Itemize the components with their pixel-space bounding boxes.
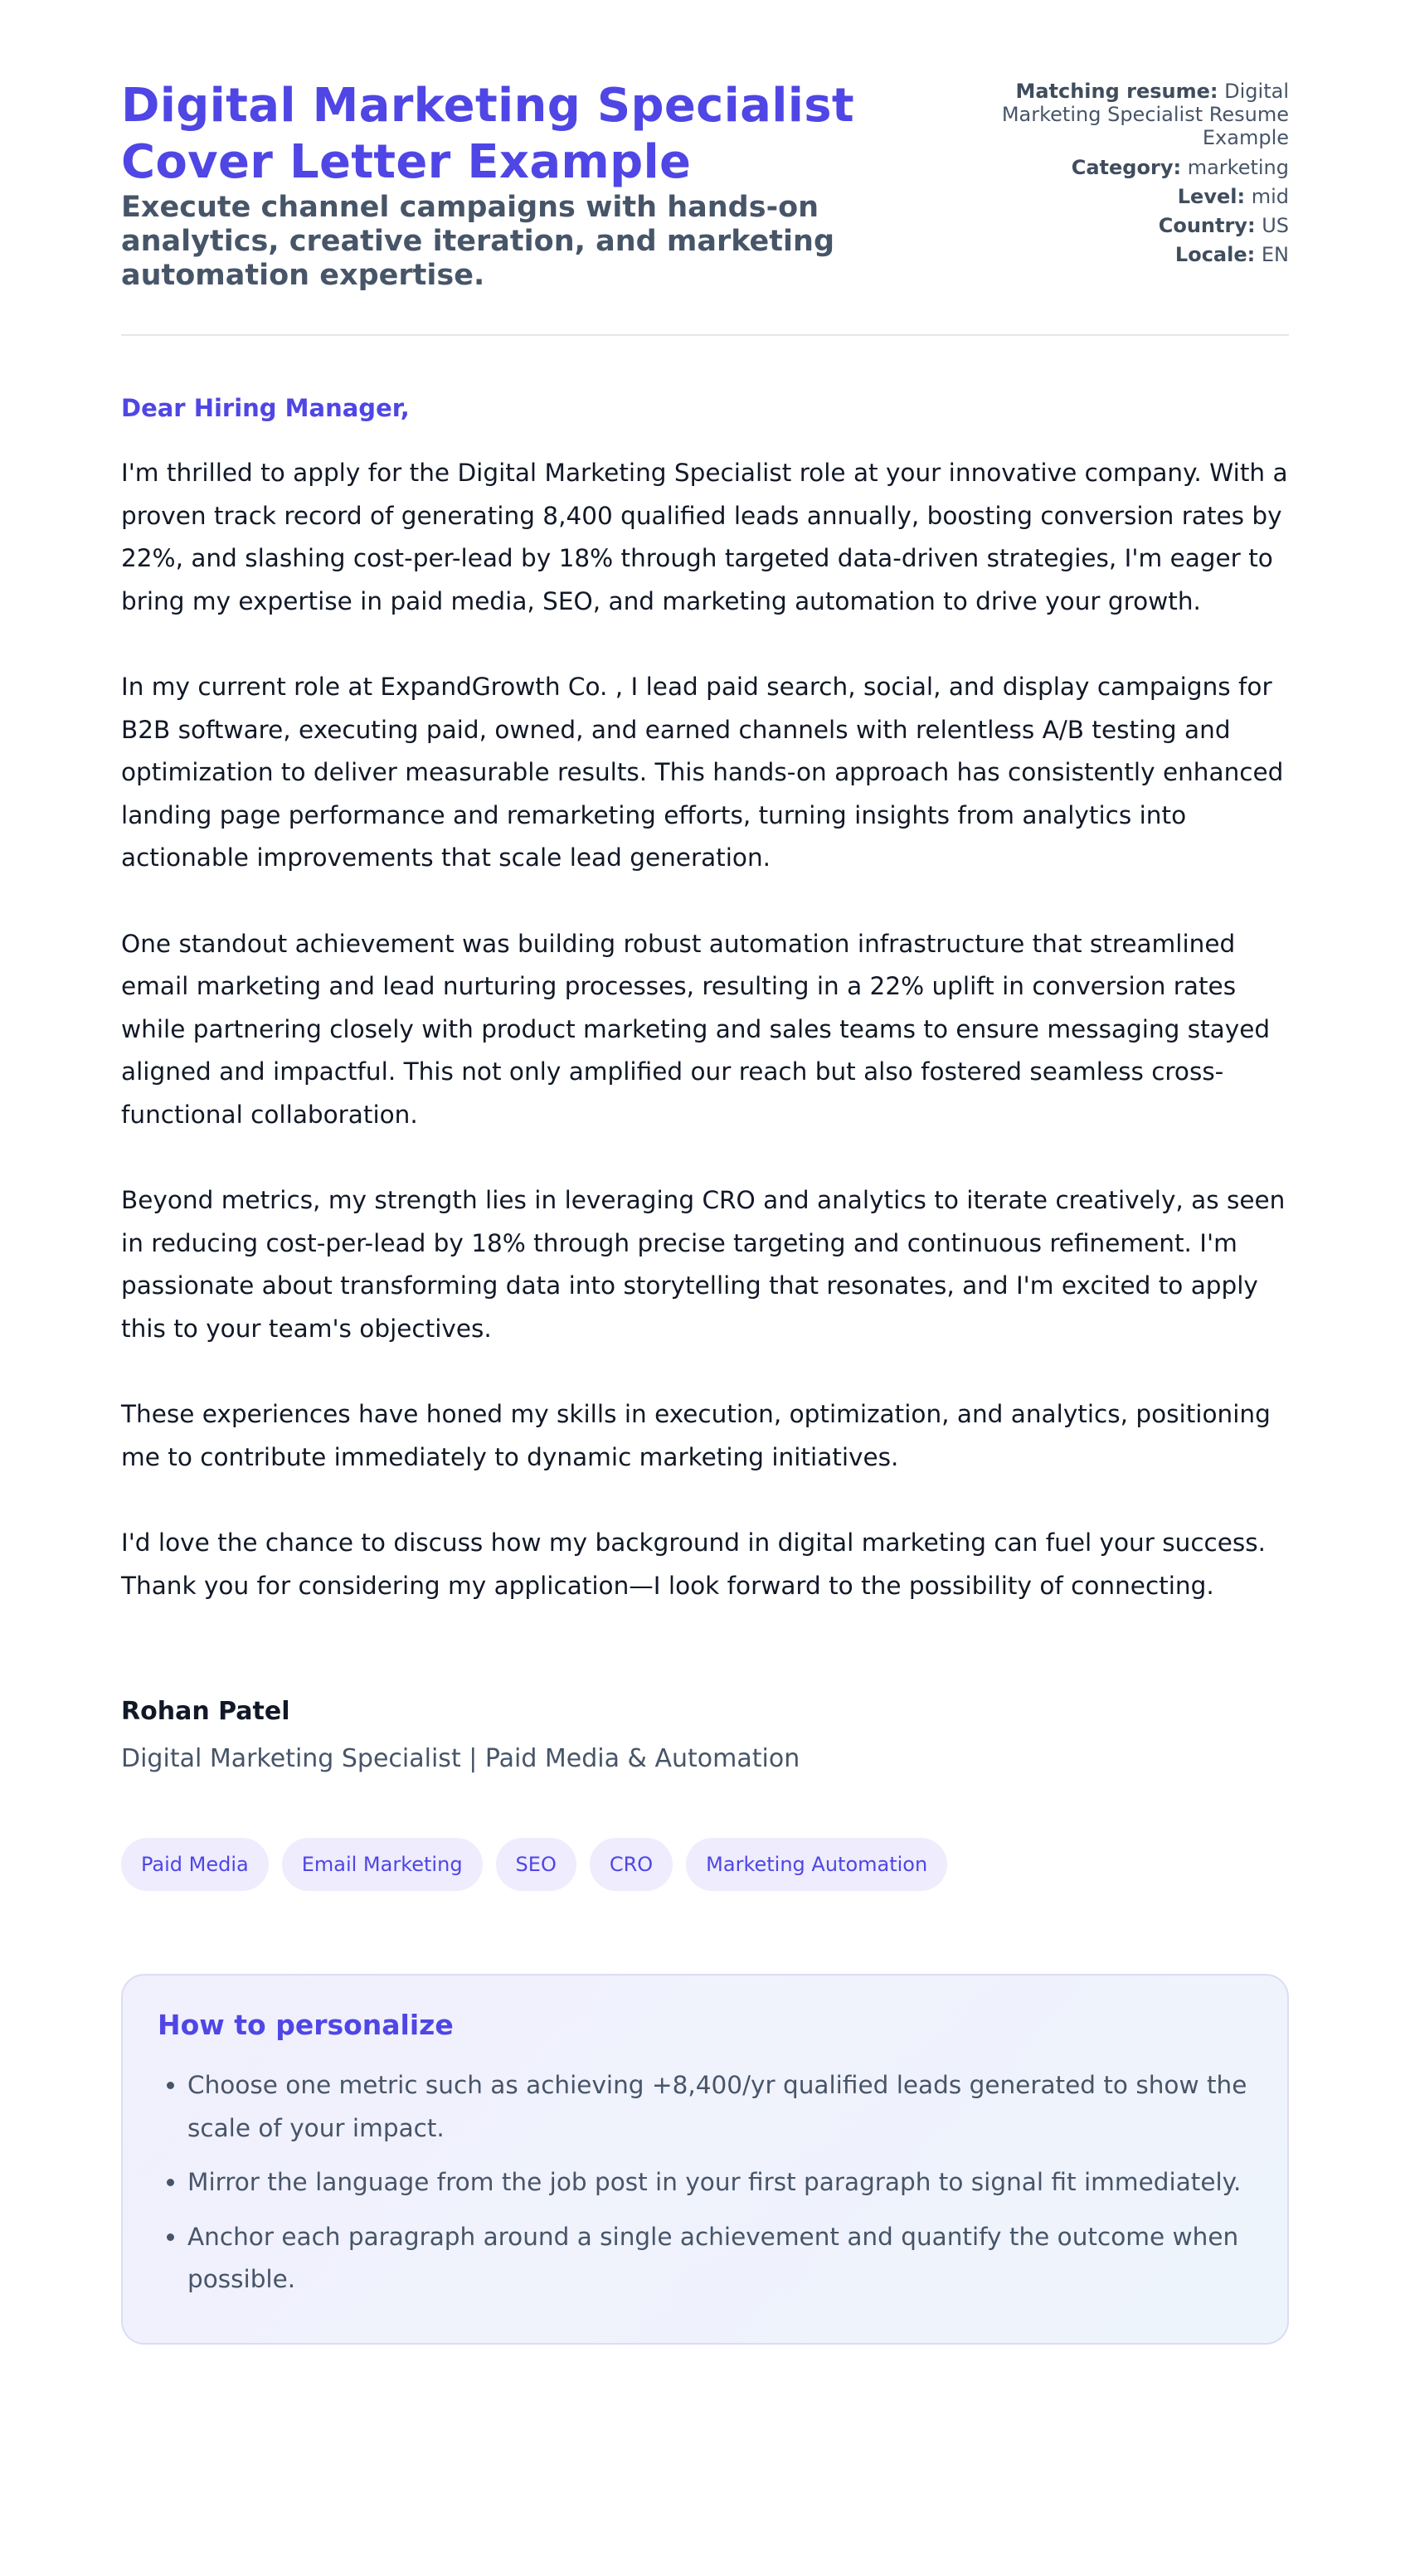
meta-label: Locale: [1174, 243, 1256, 266]
letter-body [121, 394, 1289, 1607]
letter-paragraph: Beyond metrics, my strength lies in leveraging CRO and analytics to iterate creatively, as seen in reducing cost-per-lead by 18% through precise targeting and continuous refinement. I'm passionate about transforming data into storytelling that resonates, and I'm excited to apply this to your team's objectives. [121, 1186, 1286, 1343]
meta-label: Level: [1177, 185, 1246, 208]
meta-value: marketing [1187, 156, 1289, 179]
page-header [121, 78, 1289, 336]
meta-value: US [1262, 214, 1289, 237]
tips-list [158, 2064, 1252, 2301]
meta-level [974, 185, 1289, 209]
meta-locale [974, 243, 1289, 267]
skill-tag: Paid Media [121, 1838, 269, 1891]
skill-tag: CRO [590, 1838, 673, 1891]
meta-value: mid [1251, 185, 1289, 208]
tip-item: • Anchor each paragraph around a single achievement and quantify the outcome when possible. [187, 2216, 1252, 2301]
meta-label: Country: [1158, 214, 1256, 237]
salutation: Dear Hiring Manager, [121, 394, 410, 422]
meta-panel [974, 80, 1289, 272]
meta-label: Category: [1071, 156, 1182, 179]
letter-paragraph: One standout achievement was building robust automation infrastructure that streamlined email marketing and lead nurturing processes, resulting in a 22% uplift in conversion rates while partnering closely with product marketing and sales teams to ensure messaging stayed aligned and impactful. This not only amplified our reach but also fostered seamless cross-functional collaboration. [121, 929, 1271, 1129]
meta-category [974, 156, 1289, 180]
letter-paragraph: In my current role at ExpandGrowth Co. , I lead paid search, social, and display campaigns for B2B software, executing paid, owned, and earned channels with relentless A/B testing and optimization to deliver measurable results. This hands-on approach has consistently enhanced landing page performance and remarketing efforts, turning insights from analytics into actionable improvements that scale lead generation. [121, 673, 1284, 872]
tip-item: • Choose one metric such as achieving +8,400/yr qualified leads generated to show the scale of your impact. [187, 2064, 1252, 2150]
cover-letter-page [121, 0, 1289, 2411]
signature-block [121, 1697, 1289, 1773]
signature-name: Rohan Patel [121, 1697, 290, 1726]
signature-title: Digital Marketing Specialist | Paid Media & Automation [121, 1744, 800, 1773]
letter-paragraph: I'm thrilled to apply for the Digital Marketing Specialist role at your innovative company. With a proven track record of generating 8,400 qualified leads annually, boosting conversion rates by 22%, and slashing cost-per-lead by 18% through targeted data-driven strategies, I'm eager to bring my expertise in paid media, SEO, and marketing automation to drive your growth. [121, 459, 1288, 615]
meta-matching-resume [974, 80, 1289, 149]
meta-country [974, 214, 1289, 238]
header-titles [121, 78, 884, 293]
skill-tag: Marketing Automation [686, 1838, 947, 1891]
skill-tags [121, 1838, 1289, 1891]
meta-value: Digital Marketing Specialist Resume Example [1001, 80, 1289, 149]
meta-label: Matching resume: [1015, 80, 1218, 103]
tip-item: • Mirror the language from the job post in your first paragraph to signal fit immediately. [187, 2161, 1252, 2204]
page-title: Digital Marketing Specialist Cover Letter Example [121, 79, 854, 189]
page-subtitle: Execute channel campaigns with hands-on analytics, creative iteration, and marketing automation expertise. [121, 191, 834, 292]
skill-tag: Email Marketing [282, 1838, 483, 1891]
skill-tag: SEO [496, 1838, 576, 1891]
meta-value: EN [1261, 243, 1289, 266]
personalize-tips-card [121, 1974, 1289, 2345]
letter-paragraph: These experiences have honed my skills in execution, optimization, and analytics, positioning me to contribute immediately to dynamic marketing initiatives. [121, 1400, 1271, 1471]
letter-paragraph: I'd love the chance to discuss how my background in digital marketing can fuel your success. Thank you for considering my application—I look forward to the possibility of connecting. [121, 1529, 1267, 1600]
tips-title: How to personalize [158, 2009, 454, 2041]
